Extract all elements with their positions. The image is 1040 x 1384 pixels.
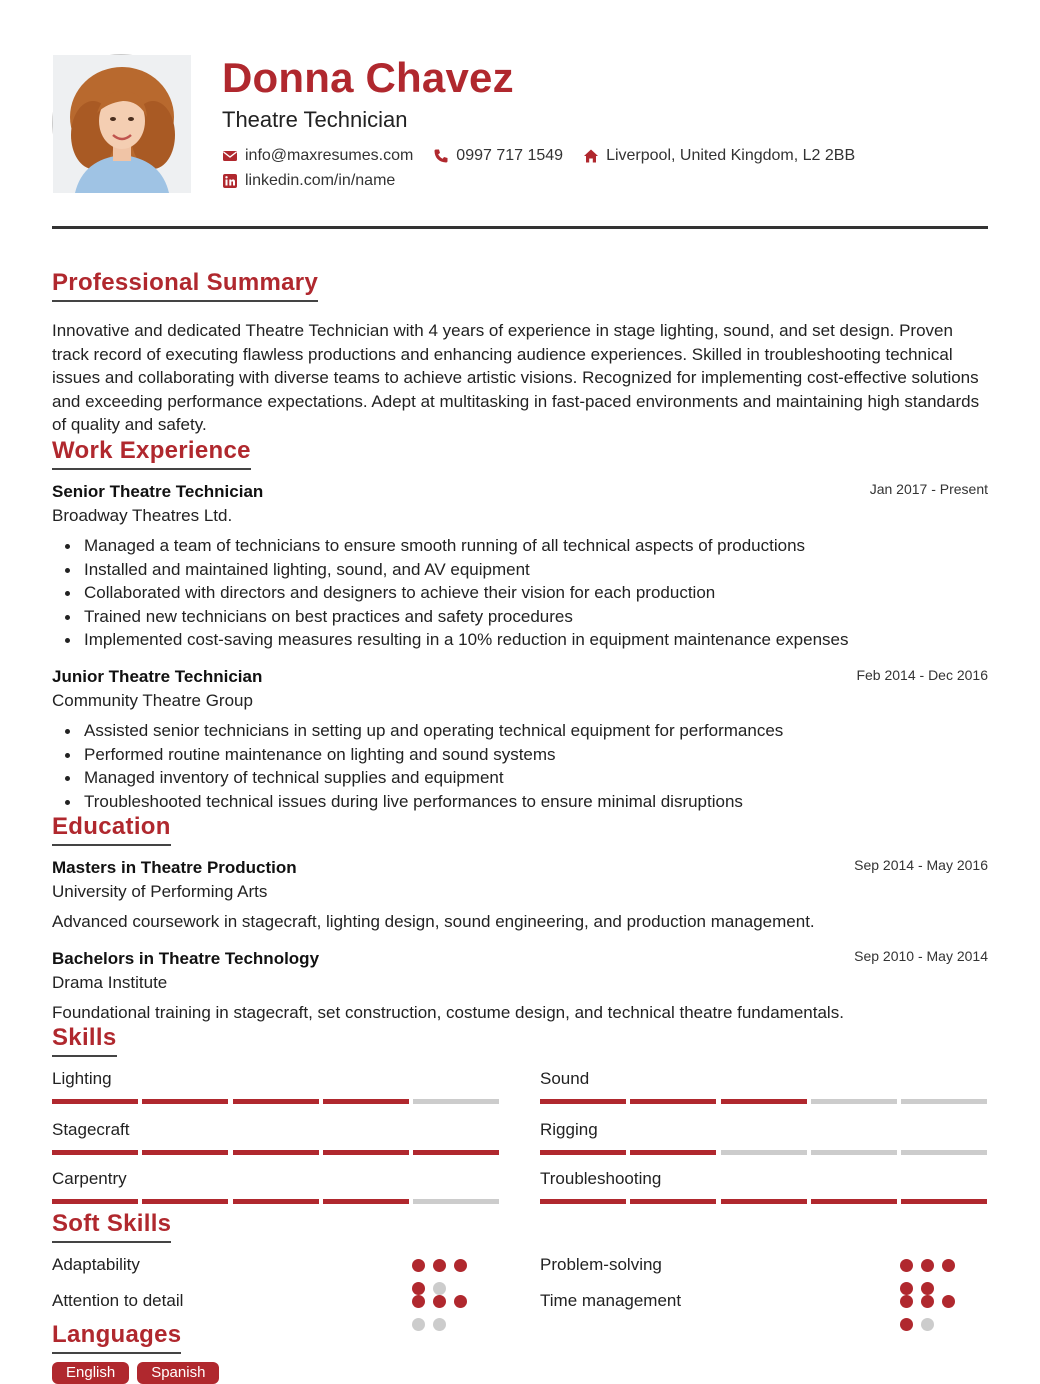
language-list bbox=[52, 1362, 227, 1384]
job-bullet: Managed inventory of technical supplies and equipment bbox=[84, 766, 984, 790]
skill-segment-empty bbox=[811, 1099, 897, 1104]
rating-dot-filled bbox=[900, 1259, 913, 1272]
soft-skill-name: Attention to detail bbox=[52, 1291, 184, 1310]
skill-segment-filled bbox=[233, 1099, 319, 1104]
job-company: Community Theatre Group bbox=[52, 691, 253, 710]
degree-title: Bachelors in Theatre Technology bbox=[52, 949, 320, 968]
rating-dot-empty bbox=[412, 1318, 425, 1331]
degree-date: Sep 2010 - May 2014 bbox=[854, 948, 988, 964]
email-contact[interactable] bbox=[222, 146, 413, 166]
skill-level-bar bbox=[52, 1099, 499, 1104]
job-bullet: Assisted senior technicians in setting up and operating technical equipment for performances bbox=[84, 719, 984, 743]
envelope-icon bbox=[222, 148, 238, 164]
skill-name: Lighting bbox=[52, 1069, 112, 1088]
skill-segment-filled bbox=[323, 1099, 409, 1104]
skill-level-bar bbox=[540, 1099, 987, 1104]
rating-dot-filled bbox=[412, 1259, 425, 1272]
candidate-title: Theatre Technician bbox=[222, 107, 408, 132]
job-bullet: Collaborated with directors and designers to achieve their vision for each production bbox=[84, 581, 984, 605]
skill-segment-filled bbox=[540, 1199, 626, 1204]
job-date: Jan 2017 - Present bbox=[869, 481, 988, 497]
email-text: info@maxresumes.com bbox=[245, 147, 414, 164]
skill-segment-filled bbox=[630, 1099, 716, 1104]
skill-name: Rigging bbox=[540, 1120, 598, 1139]
skill-item bbox=[540, 1068, 987, 1104]
skill-level-bar bbox=[52, 1199, 499, 1204]
soft-skills-heading: Soft Skills bbox=[52, 1209, 171, 1243]
degree-description: Foundational training in stagecraft, set construction, costume design, and technical theatre fundamentals. bbox=[52, 1003, 844, 1022]
rating-dot-filled bbox=[921, 1295, 934, 1308]
rating-dot-filled bbox=[433, 1295, 446, 1308]
skill-item bbox=[52, 1119, 499, 1155]
skill-segment-filled bbox=[142, 1099, 228, 1104]
skills-heading: Skills bbox=[52, 1023, 117, 1057]
skill-segment-filled bbox=[142, 1150, 228, 1155]
soft-skill-item bbox=[540, 1290, 968, 1320]
skill-item bbox=[540, 1119, 987, 1155]
skill-level-bar bbox=[52, 1150, 499, 1155]
skill-segment-filled bbox=[142, 1199, 228, 1204]
phone-icon bbox=[433, 148, 449, 164]
skill-segment-empty bbox=[811, 1150, 897, 1155]
skill-item bbox=[52, 1168, 499, 1204]
soft-skill-rating bbox=[900, 1295, 972, 1341]
rating-dot-filled bbox=[921, 1259, 934, 1272]
portrait-image-icon bbox=[53, 55, 191, 193]
skill-segment-empty bbox=[901, 1150, 987, 1155]
education-heading: Education bbox=[52, 812, 171, 846]
resume-header bbox=[52, 54, 988, 194]
rating-dot-empty bbox=[921, 1318, 934, 1331]
rating-dot-filled bbox=[454, 1259, 467, 1272]
job-bullet: Troubleshooted technical issues during live performances to ensure minimal disruptions bbox=[84, 790, 984, 814]
skill-name: Stagecraft bbox=[52, 1120, 130, 1139]
skill-segment-filled bbox=[721, 1199, 807, 1204]
soft-skill-name: Adaptability bbox=[52, 1255, 140, 1274]
skill-level-bar bbox=[540, 1150, 987, 1155]
skill-segment-filled bbox=[413, 1150, 499, 1155]
skill-name: Sound bbox=[540, 1069, 590, 1088]
job-company: Broadway Theatres Ltd. bbox=[52, 506, 233, 525]
soft-skill-rating bbox=[412, 1295, 484, 1341]
job-role: Junior Theatre Technician bbox=[52, 667, 263, 686]
rating-dot-filled bbox=[942, 1259, 955, 1272]
skill-segment-filled bbox=[323, 1150, 409, 1155]
candidate-name: Donna Chavez bbox=[222, 54, 514, 101]
skill-segment-filled bbox=[630, 1150, 716, 1155]
soft-skill-item bbox=[52, 1290, 480, 1320]
work-heading: Work Experience bbox=[52, 436, 251, 470]
rating-dot-filled bbox=[454, 1295, 467, 1308]
job-role: Senior Theatre Technician bbox=[52, 482, 264, 501]
rating-dot-filled bbox=[942, 1295, 955, 1308]
job-bullet: Performed routine maintenance on lighting and sound systems bbox=[84, 743, 984, 767]
job-bullets bbox=[84, 719, 984, 813]
linkedin-contact[interactable] bbox=[222, 171, 395, 191]
skill-name: Carpentry bbox=[52, 1169, 127, 1188]
skill-segment-filled bbox=[811, 1199, 897, 1204]
header-divider bbox=[52, 226, 988, 229]
job-bullets bbox=[84, 534, 984, 652]
location-contact bbox=[583, 146, 855, 166]
skill-segment-filled bbox=[630, 1199, 716, 1204]
skill-segment-filled bbox=[52, 1150, 138, 1155]
contact-info bbox=[222, 146, 875, 196]
soft-skill-item bbox=[52, 1254, 480, 1284]
soft-skill-name: Problem-solving bbox=[540, 1255, 662, 1274]
rating-dot-filled bbox=[412, 1295, 425, 1308]
languages-heading: Languages bbox=[52, 1320, 181, 1354]
language-chip: Spanish bbox=[137, 1362, 219, 1384]
linkedin-text: linkedin.com/in/name bbox=[245, 172, 396, 189]
summary-heading: Professional Summary bbox=[52, 268, 318, 302]
soft-skill-item bbox=[540, 1254, 968, 1284]
skill-name: Troubleshooting bbox=[540, 1169, 662, 1188]
degree-title: Masters in Theatre Production bbox=[52, 858, 297, 877]
phone-contact[interactable] bbox=[433, 146, 563, 166]
skill-segment-empty bbox=[901, 1099, 987, 1104]
rating-dot-filled bbox=[433, 1259, 446, 1272]
degree-school: Drama Institute bbox=[52, 973, 168, 992]
rating-dot-empty bbox=[433, 1318, 446, 1331]
skill-level-bar bbox=[540, 1199, 987, 1204]
job-date: Feb 2014 - Dec 2016 bbox=[856, 667, 988, 683]
skill-segment-filled bbox=[233, 1199, 319, 1204]
skill-segment-filled bbox=[901, 1199, 987, 1204]
soft-skill-name: Time management bbox=[540, 1291, 682, 1310]
job-bullet: Installed and maintained lighting, sound, and AV equipment bbox=[84, 558, 984, 582]
summary-text: Innovative and dedicated Theatre Technician with 4 years of experience in stage lighting, sound, and set design. Proven track record of executing flawless productions and enhancing audience experiences. Skilled in troubleshooting technical issues and collaborating with diverse teams to achieve artistic visions. Recognized for implementing cost-effective solutions and exceeding performance expectations. Adept at multitasking in fast-paced environments and maintaining high standards of quality and safety. bbox=[52, 321, 980, 434]
skill-segment-filled bbox=[540, 1099, 626, 1104]
rating-dot-filled bbox=[900, 1318, 913, 1331]
rating-dot-filled bbox=[900, 1295, 913, 1308]
skill-item bbox=[52, 1068, 499, 1104]
profile-photo bbox=[52, 54, 190, 192]
skill-segment-empty bbox=[721, 1150, 807, 1155]
job-bullet: Implemented cost-saving measures resulting in a 10% reduction in equipment maintenance expenses bbox=[84, 628, 984, 652]
skill-segment-empty bbox=[413, 1199, 499, 1204]
skill-segment-filled bbox=[540, 1150, 626, 1155]
skill-segment-filled bbox=[52, 1099, 138, 1104]
degree-school: University of Performing Arts bbox=[52, 882, 268, 901]
linkedin-icon bbox=[222, 173, 238, 189]
location-text: Liverpool, United Kingdom, L2 2BB bbox=[606, 147, 856, 164]
skill-segment-filled bbox=[233, 1150, 319, 1155]
job-bullet: Managed a team of technicians to ensure smooth running of all technical aspects of productions bbox=[84, 534, 984, 558]
skill-segment-filled bbox=[52, 1199, 138, 1204]
degree-description: Advanced coursework in stagecraft, lighting design, sound engineering, and production management. bbox=[52, 912, 815, 931]
language-chip: English bbox=[52, 1362, 129, 1384]
home-icon bbox=[583, 148, 599, 164]
skill-item bbox=[540, 1168, 987, 1204]
job-bullet: Trained new technicians on best practices and safety procedures bbox=[84, 605, 984, 629]
phone-text: 0997 717 1549 bbox=[456, 147, 564, 164]
degree-date: Sep 2014 - May 2016 bbox=[854, 857, 988, 873]
skill-segment-filled bbox=[323, 1199, 409, 1204]
skill-segment-empty bbox=[413, 1099, 499, 1104]
skill-segment-filled bbox=[721, 1099, 807, 1104]
